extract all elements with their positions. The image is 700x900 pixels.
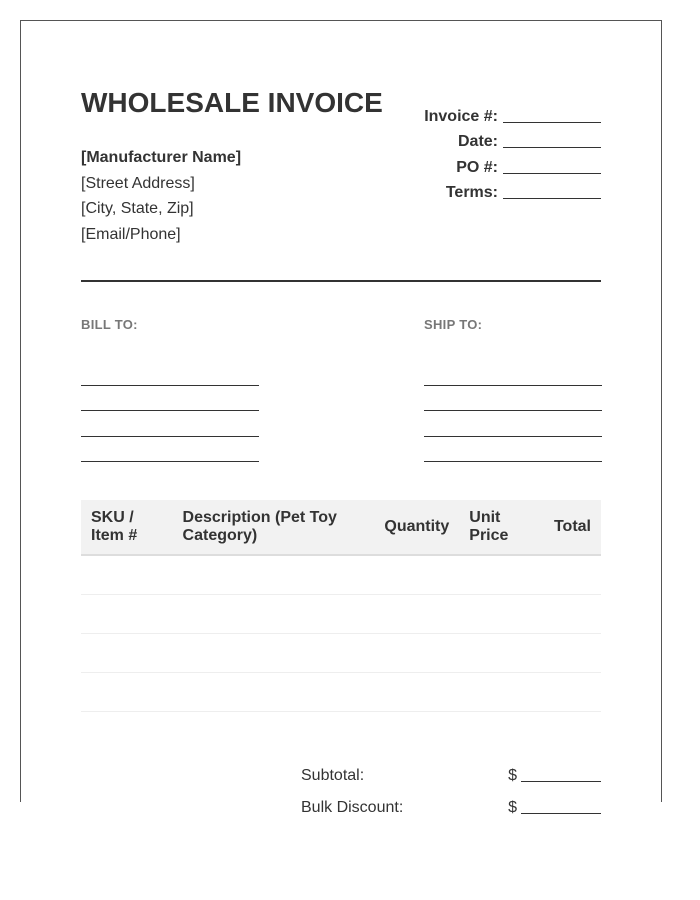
bill-to-section xyxy=(81,317,259,462)
sku-cell[interactable] xyxy=(81,595,173,634)
manufacturer-info xyxy=(81,145,241,247)
table-row xyxy=(81,595,601,634)
invoice-number-row xyxy=(401,100,601,126)
subtotal-field[interactable] xyxy=(521,765,601,782)
invoice-page xyxy=(20,20,662,816)
bill-to-line[interactable] xyxy=(81,360,259,386)
unit-price-cell[interactable] xyxy=(459,634,532,673)
table-row xyxy=(81,673,601,712)
bulk-discount-label: Bulk Discount: xyxy=(301,799,404,816)
ship-to-line[interactable] xyxy=(424,437,602,463)
description-cell[interactable] xyxy=(173,673,375,712)
sku-cell[interactable] xyxy=(81,673,173,712)
bulk-discount-row xyxy=(301,789,601,817)
date-row xyxy=(401,126,601,152)
header-divider xyxy=(81,280,601,282)
total-cell[interactable] xyxy=(532,673,601,712)
invoice-summary xyxy=(301,757,601,821)
column-header-sku: SKU / Item # xyxy=(81,500,173,555)
total-cell[interactable] xyxy=(532,634,601,673)
manufacturer-name: [Manufacturer Name] xyxy=(81,149,242,166)
email-phone: [Email/Phone] xyxy=(81,225,181,243)
terms-label: Terms: xyxy=(445,184,498,201)
quantity-cell[interactable] xyxy=(374,634,459,673)
column-header-quantity: Quantity xyxy=(374,500,459,555)
street-address: [Street Address] xyxy=(81,174,195,192)
invoice-number-field[interactable] xyxy=(503,106,601,123)
total-cell[interactable] xyxy=(532,595,601,634)
currency-symbol: $ xyxy=(508,799,517,816)
column-header-unit-price: Unit Price xyxy=(459,500,532,555)
items-table xyxy=(81,500,601,712)
bill-to-line[interactable] xyxy=(81,437,259,463)
table-row xyxy=(81,555,601,595)
items-table-header-row xyxy=(81,500,601,555)
date-label: Date: xyxy=(457,133,498,150)
column-header-total: Total xyxy=(532,500,601,555)
ship-to-line[interactable] xyxy=(424,386,602,412)
column-header-description: Description (Pet Toy Category) xyxy=(173,500,375,555)
ship-to-line[interactable] xyxy=(424,411,602,437)
invoice-title: WHOLESALE INVOICE xyxy=(81,87,383,118)
table-row xyxy=(81,634,601,673)
ship-to-section xyxy=(424,317,602,462)
currency-symbol: $ xyxy=(508,767,517,784)
invoice-meta xyxy=(401,100,601,202)
bulk-discount-field[interactable] xyxy=(521,797,601,814)
terms-row xyxy=(401,177,601,203)
ship-to-line[interactable] xyxy=(424,360,602,386)
sku-cell[interactable] xyxy=(81,634,173,673)
ship-to-label: SHIP TO: xyxy=(424,317,483,332)
quantity-cell[interactable] xyxy=(374,555,459,595)
description-cell[interactable] xyxy=(173,555,375,595)
po-row xyxy=(401,151,601,177)
unit-price-cell[interactable] xyxy=(459,555,532,595)
city-state-zip: [City, State, Zip] xyxy=(81,200,194,217)
sku-cell[interactable] xyxy=(81,555,173,595)
total-cell[interactable] xyxy=(532,555,601,595)
unit-price-cell[interactable] xyxy=(459,673,532,712)
po-field[interactable] xyxy=(503,157,601,174)
unit-price-cell[interactable] xyxy=(459,595,532,634)
bill-to-line[interactable] xyxy=(81,386,259,412)
subtotal-row xyxy=(301,757,601,785)
description-cell[interactable] xyxy=(173,634,375,673)
description-cell[interactable] xyxy=(173,595,375,634)
bill-to-label: BILL TO: xyxy=(81,317,138,332)
date-field[interactable] xyxy=(503,131,601,148)
bill-to-line[interactable] xyxy=(81,411,259,437)
invoice-number-label: Invoice #: xyxy=(424,107,498,125)
quantity-cell[interactable] xyxy=(374,673,459,712)
po-label: PO #: xyxy=(456,158,498,176)
terms-field[interactable] xyxy=(503,182,601,199)
quantity-cell[interactable] xyxy=(374,595,459,634)
subtotal-label: Subtotal: xyxy=(301,767,365,784)
